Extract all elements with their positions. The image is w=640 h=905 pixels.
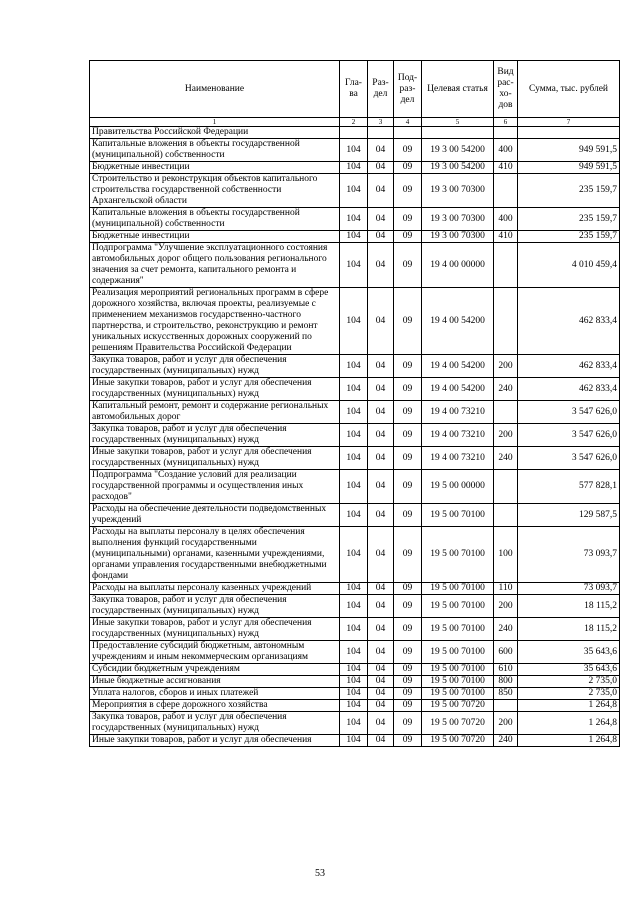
cell-name: Капитальные вложения в объекты государственной (муниципальной) собственности <box>90 139 340 162</box>
col-number: 6 <box>494 118 518 127</box>
cell-razdel <box>368 127 394 139</box>
table-row <box>90 139 620 162</box>
cell-target-article: 19 3 00 54200 <box>422 139 494 162</box>
cell-expense-type <box>494 174 518 208</box>
cell-expense-type: 200 <box>494 355 518 378</box>
cell-razdel: 04 <box>368 618 394 641</box>
cell-razdel: 04 <box>368 355 394 378</box>
cell-expense-type: 850 <box>494 688 518 700</box>
table-row <box>90 470 620 504</box>
cell-amount: 3 547 626,0 <box>518 424 620 447</box>
cell-amount: 18 115,2 <box>518 595 620 618</box>
cell-podrazdel: 09 <box>394 618 422 641</box>
cell-amount <box>518 127 620 139</box>
cell-amount: 462 833,4 <box>518 355 620 378</box>
cell-expense-type: 800 <box>494 676 518 688</box>
cell-glava: 104 <box>340 208 368 231</box>
cell-amount: 577 828,1 <box>518 470 620 504</box>
cell-name: Субсидии бюджетным учреждениям <box>90 664 340 676</box>
col-header-sum: Сумма, тыс. рублей <box>518 61 620 118</box>
cell-expense-type <box>494 470 518 504</box>
cell-target-article: 19 5 00 70100 <box>422 676 494 688</box>
cell-target-article: 19 3 00 70300 <box>422 231 494 243</box>
cell-glava: 104 <box>340 447 368 470</box>
cell-razdel: 04 <box>368 231 394 243</box>
cell-amount: 3 547 626,0 <box>518 447 620 470</box>
cell-target-article: 19 5 00 70100 <box>422 618 494 641</box>
table-header <box>90 61 620 127</box>
cell-expense-type: 410 <box>494 231 518 243</box>
table-row <box>90 401 620 424</box>
cell-podrazdel: 09 <box>394 162 422 174</box>
cell-podrazdel: 09 <box>394 208 422 231</box>
cell-amount: 35 643,6 <box>518 641 620 664</box>
cell-target-article: 19 4 00 73210 <box>422 424 494 447</box>
col-number: 1 <box>90 118 340 127</box>
cell-target-article: 19 3 00 70300 <box>422 174 494 208</box>
table-row <box>90 231 620 243</box>
cell-expense-type: 240 <box>494 735 518 747</box>
table-row <box>90 527 620 583</box>
col-number: 7 <box>518 118 620 127</box>
cell-podrazdel: 09 <box>394 243 422 288</box>
cell-amount: 35 643,6 <box>518 664 620 676</box>
cell-name: Реализация мероприятий региональных программ в сфере дорожного хозяйства, включая проекты, реализуемые с применением механизмов государственно-частного партнерства, и строительство, реконструкцию и ремонт уникальных искусственных дорожных сооружений по решениям Правительства Российской Федерации <box>90 288 340 355</box>
cell-razdel: 04 <box>368 139 394 162</box>
cell-glava: 104 <box>340 470 368 504</box>
table-row <box>90 712 620 735</box>
cell-razdel: 04 <box>368 527 394 583</box>
table-row <box>90 174 620 208</box>
table-row <box>90 243 620 288</box>
cell-expense-type: 610 <box>494 664 518 676</box>
col-header-podrazdel: Под-раз-дел <box>394 61 422 118</box>
table-body <box>90 127 620 747</box>
table-row <box>90 378 620 401</box>
cell-amount: 235 159,7 <box>518 174 620 208</box>
col-number: 4 <box>394 118 422 127</box>
cell-name: Закупка товаров, работ и услуг для обеспечения государственных (муниципальных) нужд <box>90 355 340 378</box>
cell-target-article: 19 4 00 54200 <box>422 355 494 378</box>
cell-amount: 1 264,8 <box>518 735 620 747</box>
cell-razdel: 04 <box>368 447 394 470</box>
cell-podrazdel: 09 <box>394 664 422 676</box>
cell-razdel: 04 <box>368 688 394 700</box>
cell-glava: 104 <box>340 735 368 747</box>
cell-podrazdel: 09 <box>394 583 422 595</box>
cell-amount: 2 735,0 <box>518 676 620 688</box>
cell-target-article: 19 5 00 70100 <box>422 583 494 595</box>
cell-target-article: 19 5 00 70720 <box>422 735 494 747</box>
table-row <box>90 447 620 470</box>
cell-amount: 235 159,7 <box>518 231 620 243</box>
cell-amount: 129 587,5 <box>518 504 620 527</box>
cell-expense-type: 400 <box>494 139 518 162</box>
cell-razdel: 04 <box>368 288 394 355</box>
cell-target-article: 19 4 00 54200 <box>422 378 494 401</box>
cell-name: Бюджетные инвестиции <box>90 162 340 174</box>
cell-expense-type <box>494 288 518 355</box>
cell-podrazdel: 09 <box>394 735 422 747</box>
cell-razdel: 04 <box>368 504 394 527</box>
cell-glava <box>340 127 368 139</box>
cell-expense-type: 400 <box>494 208 518 231</box>
table-row <box>90 583 620 595</box>
cell-expense-type: 100 <box>494 527 518 583</box>
cell-amount: 949 591,5 <box>518 139 620 162</box>
table-row <box>90 664 620 676</box>
cell-glava: 104 <box>340 583 368 595</box>
cell-amount: 2 735,0 <box>518 688 620 700</box>
table-row <box>90 676 620 688</box>
cell-expense-type <box>494 504 518 527</box>
cell-amount: 1 264,8 <box>518 712 620 735</box>
cell-name: Подпрограмма "Создание условий для реализации государственной программы и осуществления иных расходов" <box>90 470 340 504</box>
header-row <box>90 61 620 118</box>
cell-name: Мероприятия в сфере дорожного хозяйства <box>90 700 340 712</box>
cell-amount: 18 115,2 <box>518 618 620 641</box>
cell-name: Предоставление субсидий бюджетным, автономным учреждениям и иным некоммерческим организациям <box>90 641 340 664</box>
cell-glava: 104 <box>340 618 368 641</box>
cell-name: Иные бюджетные ассигнования <box>90 676 340 688</box>
cell-glava: 104 <box>340 504 368 527</box>
table-row <box>90 288 620 355</box>
cell-target-article: 19 5 00 70100 <box>422 688 494 700</box>
cell-glava: 104 <box>340 712 368 735</box>
cell-glava: 104 <box>340 595 368 618</box>
cell-target-article: 19 4 00 00000 <box>422 243 494 288</box>
cell-razdel: 04 <box>368 641 394 664</box>
cell-amount: 73 093,7 <box>518 527 620 583</box>
cell-razdel: 04 <box>368 162 394 174</box>
cell-target-article: 19 4 00 54200 <box>422 288 494 355</box>
cell-podrazdel: 09 <box>394 700 422 712</box>
cell-razdel: 04 <box>368 378 394 401</box>
cell-razdel: 04 <box>368 174 394 208</box>
budget-table <box>89 60 620 747</box>
cell-amount: 4 010 459,4 <box>518 243 620 288</box>
cell-razdel: 04 <box>368 583 394 595</box>
cell-amount: 949 591,5 <box>518 162 620 174</box>
cell-name: Бюджетные инвестиции <box>90 231 340 243</box>
cell-podrazdel: 09 <box>394 139 422 162</box>
cell-expense-type <box>494 243 518 288</box>
table-row <box>90 127 620 139</box>
cell-amount: 235 159,7 <box>518 208 620 231</box>
cell-razdel: 04 <box>368 208 394 231</box>
col-header-vid: Вид рас-хо-дов <box>494 61 518 118</box>
cell-target-article: 19 4 00 73210 <box>422 401 494 424</box>
cell-name: Расходы на выплаты персоналу в целях обеспечения выполнения функций государственными (муниципальными) органами, казенными учреждениями, органами управления государственными внебюджетными фондами <box>90 527 340 583</box>
cell-glava: 104 <box>340 664 368 676</box>
cell-podrazdel: 09 <box>394 231 422 243</box>
cell-glava: 104 <box>340 174 368 208</box>
cell-podrazdel: 09 <box>394 174 422 208</box>
cell-podrazdel: 09 <box>394 676 422 688</box>
table-row <box>90 688 620 700</box>
cell-name: Закупка товаров, работ и услуг для обеспечения государственных (муниципальных) нужд <box>90 712 340 735</box>
cell-name: Иные закупки товаров, работ и услуг для обеспечения <box>90 735 340 747</box>
cell-podrazdel: 09 <box>394 504 422 527</box>
cell-name: Уплата налогов, сборов и иных платежей <box>90 688 340 700</box>
cell-razdel: 04 <box>368 712 394 735</box>
cell-glava: 104 <box>340 355 368 378</box>
cell-name: Капитальный ремонт, ремонт и содержание региональных автомобильных дорог <box>90 401 340 424</box>
cell-podrazdel: 09 <box>394 688 422 700</box>
cell-podrazdel: 09 <box>394 595 422 618</box>
cell-target-article: 19 5 00 00000 <box>422 470 494 504</box>
cell-podrazdel: 09 <box>394 424 422 447</box>
cell-name: Капитальные вложения в объекты государственной (муниципальной) собственности <box>90 208 340 231</box>
cell-name: Правительства Российской Федерации <box>90 127 340 139</box>
cell-expense-type: 240 <box>494 447 518 470</box>
cell-razdel: 04 <box>368 735 394 747</box>
table-row <box>90 735 620 747</box>
cell-name: Закупка товаров, работ и услуг для обеспечения государственных (муниципальных) нужд <box>90 424 340 447</box>
cell-target-article: 19 4 00 73210 <box>422 447 494 470</box>
cell-target-article: 19 5 00 70100 <box>422 504 494 527</box>
cell-target-article: 19 5 00 70720 <box>422 700 494 712</box>
cell-glava: 104 <box>340 162 368 174</box>
cell-target-article: 19 3 00 54200 <box>422 162 494 174</box>
cell-glava: 104 <box>340 139 368 162</box>
cell-expense-type: 240 <box>494 618 518 641</box>
cell-name: Иные закупки товаров, работ и услуг для обеспечения государственных (муниципальных) нужд <box>90 618 340 641</box>
cell-expense-type: 410 <box>494 162 518 174</box>
col-number: 5 <box>422 118 494 127</box>
table-row <box>90 424 620 447</box>
cell-podrazdel <box>394 127 422 139</box>
cell-glava: 104 <box>340 700 368 712</box>
column-number-row <box>90 118 620 127</box>
cell-podrazdel: 09 <box>394 288 422 355</box>
cell-glava: 104 <box>340 243 368 288</box>
cell-name: Расходы на выплаты персоналу казенных учреждений <box>90 583 340 595</box>
cell-podrazdel: 09 <box>394 470 422 504</box>
cell-expense-type: 200 <box>494 712 518 735</box>
table-row <box>90 595 620 618</box>
cell-glava: 104 <box>340 401 368 424</box>
col-number: 2 <box>340 118 368 127</box>
cell-amount: 73 093,7 <box>518 583 620 595</box>
cell-razdel: 04 <box>368 401 394 424</box>
cell-target-article: 19 5 00 70720 <box>422 712 494 735</box>
cell-razdel: 04 <box>368 470 394 504</box>
col-header-glava: Гла-ва <box>340 61 368 118</box>
cell-name: Иные закупки товаров, работ и услуг для обеспечения государственных (муниципальных) нужд <box>90 447 340 470</box>
table-row <box>90 355 620 378</box>
table-row <box>90 618 620 641</box>
cell-expense-type: 240 <box>494 378 518 401</box>
cell-glava: 104 <box>340 288 368 355</box>
cell-amount: 1 264,8 <box>518 700 620 712</box>
cell-expense-type: 200 <box>494 424 518 447</box>
col-number: 3 <box>368 118 394 127</box>
cell-target-article: 19 5 00 70100 <box>422 641 494 664</box>
cell-glava: 104 <box>340 424 368 447</box>
cell-name: Иные закупки товаров, работ и услуг для обеспечения государственных (муниципальных) нужд <box>90 378 340 401</box>
cell-amount: 462 833,4 <box>518 378 620 401</box>
cell-expense-type <box>494 401 518 424</box>
table-row <box>90 208 620 231</box>
cell-expense-type: 200 <box>494 595 518 618</box>
cell-target-article: 19 5 00 70100 <box>422 595 494 618</box>
cell-expense-type: 600 <box>494 641 518 664</box>
cell-name: Строительство и реконструкция объектов капитального строительства государственной собственности Архангельской области <box>90 174 340 208</box>
cell-razdel: 04 <box>368 424 394 447</box>
cell-glava: 104 <box>340 688 368 700</box>
cell-target-article: 19 5 00 70100 <box>422 527 494 583</box>
cell-razdel: 04 <box>368 595 394 618</box>
cell-name: Расходы на обеспечение деятельности подведомственных учреждений <box>90 504 340 527</box>
table-row <box>90 641 620 664</box>
table-row <box>90 162 620 174</box>
cell-razdel: 04 <box>368 243 394 288</box>
cell-expense-type <box>494 700 518 712</box>
cell-podrazdel: 09 <box>394 712 422 735</box>
table-row <box>90 504 620 527</box>
table-row <box>90 700 620 712</box>
cell-glava: 104 <box>340 527 368 583</box>
col-header-target: Целевая статья <box>422 61 494 118</box>
cell-podrazdel: 09 <box>394 447 422 470</box>
cell-expense-type: 110 <box>494 583 518 595</box>
cell-amount: 3 547 626,0 <box>518 401 620 424</box>
cell-podrazdel: 09 <box>394 355 422 378</box>
cell-glava: 104 <box>340 641 368 664</box>
cell-name: Подпрограмма "Улучшение эксплуатационного состояния автомобильных дорог общего пользования регионального значения за счет ремонта, капитального ремонта и содержания" <box>90 243 340 288</box>
cell-podrazdel: 09 <box>394 378 422 401</box>
cell-target-article: 19 5 00 70100 <box>422 664 494 676</box>
cell-glava: 104 <box>340 231 368 243</box>
cell-podrazdel: 09 <box>394 401 422 424</box>
cell-glava: 104 <box>340 676 368 688</box>
cell-glava: 104 <box>340 378 368 401</box>
cell-razdel: 04 <box>368 676 394 688</box>
cell-target-article: 19 3 00 70300 <box>422 208 494 231</box>
cell-podrazdel: 09 <box>394 641 422 664</box>
cell-razdel: 04 <box>368 664 394 676</box>
cell-podrazdel: 09 <box>394 527 422 583</box>
cell-amount: 462 833,4 <box>518 288 620 355</box>
col-header-name: Наименование <box>90 61 340 118</box>
col-header-razdel: Раз-дел <box>368 61 394 118</box>
cell-name: Закупка товаров, работ и услуг для обеспечения государственных (муниципальных) нужд <box>90 595 340 618</box>
cell-target-article <box>422 127 494 139</box>
cell-razdel: 04 <box>368 700 394 712</box>
page-number: 53 <box>315 868 325 879</box>
cell-expense-type <box>494 127 518 139</box>
